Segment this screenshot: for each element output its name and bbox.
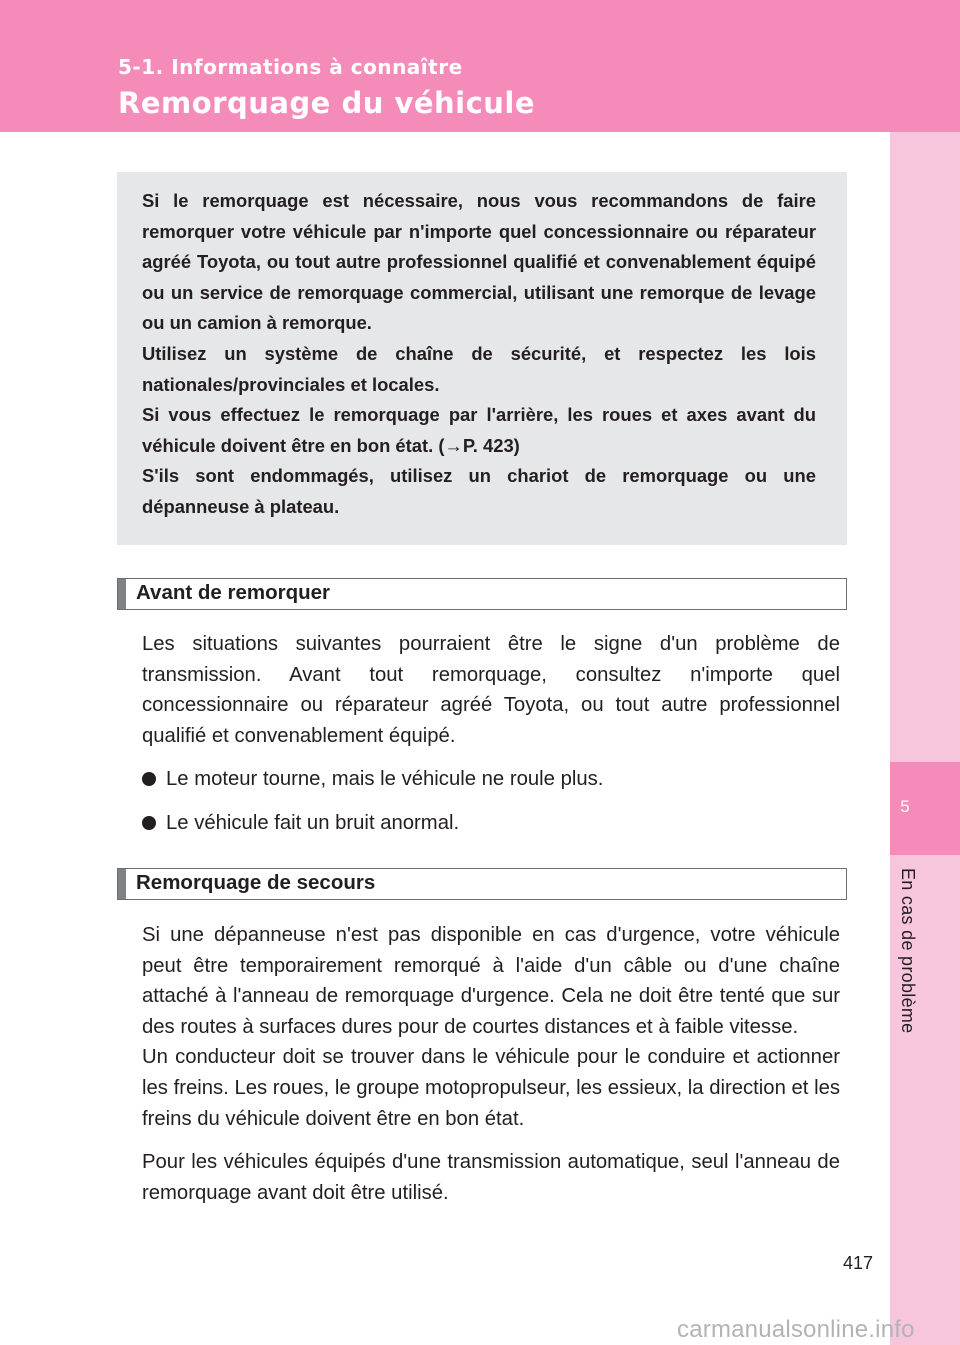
section-body-before-towing — [142, 629, 840, 839]
page-number: 417 — [843, 1253, 874, 1273]
list-item — [142, 808, 840, 839]
section-paragraph: Un conducteur doit se trouver dans le véhicule pour le conduire et actionner les freins. Les roues, le groupe motopropulseur, les essieux, la direction et les freins du véhicule doivent être en bon état. — [142, 1046, 840, 1130]
notice-paragraph: Si le remorquage est nécessaire, nous vous recommandons de faire remorquer votre véhicule par n'importe quel concessionnaire ou réparateur agréé Toyota, ou tout autre professionnel qualifié et convenablement équipé ou un service de remorquage commercial, utilisant une remorque de levage ou un camion à remorque. — [142, 190, 816, 334]
chapter-label: En cas de problème — [898, 868, 918, 1034]
page-title: Remorquage du véhicule — [118, 86, 536, 120]
section-paragraph: Pour les véhicules équipés d'une transmission automatique, seul l'anneau de remorquage avant doit être utilisé. — [142, 1151, 840, 1204]
section-header-bar — [118, 869, 126, 899]
section-header-bar — [118, 579, 126, 609]
section-title: Avant de remorquer — [136, 581, 331, 604]
notice-paragraph: S'ils sont endommagés, utilisez un chariot de remorquage ou une dépanneuse à plateau. — [142, 465, 816, 517]
list-item-text: Le véhicule fait un bruit anormal. — [166, 811, 460, 834]
chapter-number: 5 — [900, 797, 910, 816]
section-header-before-towing — [117, 578, 847, 610]
section-body-emergency-towing — [142, 920, 840, 1208]
bullet-icon — [142, 772, 156, 786]
notice-box — [117, 172, 847, 545]
watermark: carmanualsonline.info — [677, 1316, 915, 1343]
section-title: Remorquage de secours — [136, 871, 376, 894]
bullet-icon — [142, 816, 156, 830]
notice-paragraph: Utilisez un système de chaîne de sécurité, et respectez les lois nationales/provinciales et locales. — [142, 342, 816, 395]
section-paragraph: Si une dépanneuse n'est pas disponible en cas d'urgence, votre véhicule peut être temporairement remorqué à l'aide d'un câble ou d'une chaîne attaché à l'anneau de remorquage d'urgence. Cela ne doit être tenté que sur des routes à surfaces dures pour de courtes distances et à faible vitesse. — [142, 924, 840, 1038]
chapter-side-strip — [890, 132, 960, 1345]
section-label: 5-1. Informations à connaître — [118, 55, 463, 79]
section-header-emergency-towing — [117, 868, 847, 900]
list-item-text: Le moteur tourne, mais le véhicule ne roule plus. — [166, 768, 604, 791]
list-item — [142, 764, 840, 795]
notice-paragraph: Si vous effectuez le remorquage par l'arrière, les roues et axes avant du véhicule doivent être en bon état. (→P. 423) — [142, 404, 816, 456]
section-intro: Les situations suivantes pourraient être le signe d'un problème de transmission. Avant tout remorquage, consultez n'importe quel concessionnaire ou réparateur agréé Toyota, ou tout autre professionnel qualifié et convenablement équipé. — [142, 633, 840, 747]
